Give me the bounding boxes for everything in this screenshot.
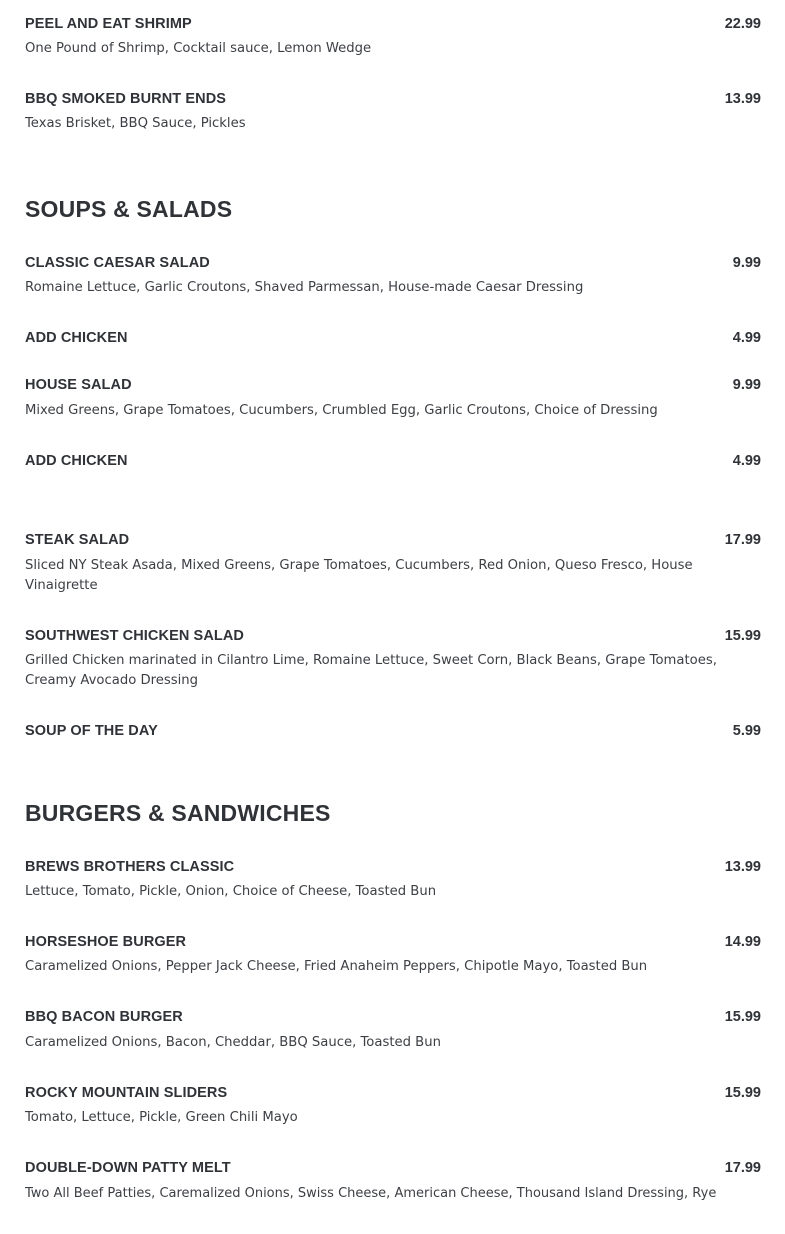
item-description: One Pound of Shrimp, Cocktail sauce, Lemon Wedge — [25, 41, 372, 56]
item-name: CLASSIC CAESAR SALAD — [25, 255, 210, 271]
menu-item-add-chicken — [25, 450, 761, 472]
menu-item-house-salad — [25, 374, 761, 396]
menu-item-double-down-patty-melt — [25, 1157, 761, 1179]
item-name: ROCKY MOUNTAIN SLIDERS — [25, 1085, 228, 1101]
item-name: ADD CHICKEN — [25, 330, 128, 346]
item-price: 13.99 — [724, 91, 761, 107]
item-price: 17.99 — [724, 532, 761, 548]
item-name: HOUSE SALAD — [25, 377, 132, 393]
item-price: 5.99 — [732, 723, 761, 739]
item-name: SOUTHWEST CHICKEN SALAD — [25, 628, 244, 644]
item-name: BBQ SMOKED BURNT ENDS — [25, 91, 227, 107]
item-price: 13.99 — [724, 859, 761, 875]
menu-item-peel-and-eat-shrimp — [25, 13, 761, 35]
item-name: HORSESHOE BURGER — [25, 934, 187, 950]
item-description: Tomato, Lettuce, Pickle, Green Chili Mayo — [25, 1110, 298, 1125]
item-description: Caramelized Onions, Bacon, Cheddar, BBQ Sauce, Toasted Bun — [25, 1035, 441, 1050]
item-name: ADD CHICKEN — [25, 453, 128, 469]
menu-item-steak-salad — [25, 529, 761, 551]
item-description: Two All Beef Patties, Caremalized Onions, Swiss Cheese, American Cheese, Thousand Island Dressing, Rye — [25, 1186, 717, 1201]
menu-item-bbq-smoked-burnt-ends — [25, 88, 761, 110]
item-name: STEAK SALAD — [25, 532, 130, 548]
item-price: 14.99 — [724, 934, 761, 950]
item-name: BBQ BACON BURGER — [25, 1009, 183, 1025]
menu-item-add-chicken — [25, 327, 761, 349]
item-description: Caramelized Onions, Pepper Jack Cheese, Fried Anaheim Peppers, Chipotle Mayo, Toasted Bun — [25, 959, 648, 974]
item-price: 22.99 — [724, 16, 761, 32]
menu-item-rocky-mountain-sliders — [25, 1082, 761, 1104]
item-price: 4.99 — [732, 453, 761, 469]
item-price: 9.99 — [732, 377, 761, 393]
item-price: 9.99 — [732, 255, 761, 271]
item-description: Mixed Greens, Grape Tomatoes, Cucumbers, Crumbled Egg, Garlic Croutons, Choice of Dressing — [25, 403, 658, 418]
item-description: Texas Brisket, BBQ Sauce, Pickles — [25, 116, 246, 131]
item-name: BREWS BROTHERS CLASSIC — [25, 859, 235, 875]
item-name: SOUP OF THE DAY — [25, 723, 158, 739]
item-description: Grilled Chicken marinated in Cilantro Lime, Romaine Lettuce, Sweet Corn, Black Beans, Grape Tomatoes, Creamy Avocado Dressing — [25, 653, 717, 688]
item-price: 15.99 — [724, 628, 761, 644]
menu-item-horseshoe-burger — [25, 931, 761, 953]
item-name: DOUBLE-DOWN PATTY MELT — [25, 1160, 231, 1176]
item-price: 15.99 — [724, 1009, 761, 1025]
item-price: 15.99 — [724, 1085, 761, 1101]
item-name: PEEL AND EAT SHRIMP — [25, 16, 192, 32]
menu-item-bbq-bacon-burger — [25, 1006, 761, 1028]
item-description: Lettuce, Tomato, Pickle, Onion, Choice of Cheese, Toasted Bun — [25, 884, 437, 899]
menu-item-soup-of-the-day — [25, 720, 761, 742]
menu-item-classic-caesar-salad — [25, 252, 761, 274]
item-description: Sliced NY Steak Asada, Mixed Greens, Grape Tomatoes, Cucumbers, Red Onion, Queso Fresco, House Vinaigrette — [25, 558, 693, 593]
item-description: Romaine Lettuce, Garlic Croutons, Shaved Parmessan, House-made Caesar Dressing — [25, 280, 584, 295]
item-price: 4.99 — [732, 330, 761, 346]
section-title-burgers-sandwiches: BURGERS & SANDWICHES — [25, 800, 331, 826]
menu-item-southwest-chicken-salad — [25, 625, 761, 647]
section-title-soups-salads: SOUPS & SALADS — [25, 196, 233, 222]
menu-item-brews-brothers-classic — [25, 856, 761, 878]
item-price: 17.99 — [724, 1160, 761, 1176]
